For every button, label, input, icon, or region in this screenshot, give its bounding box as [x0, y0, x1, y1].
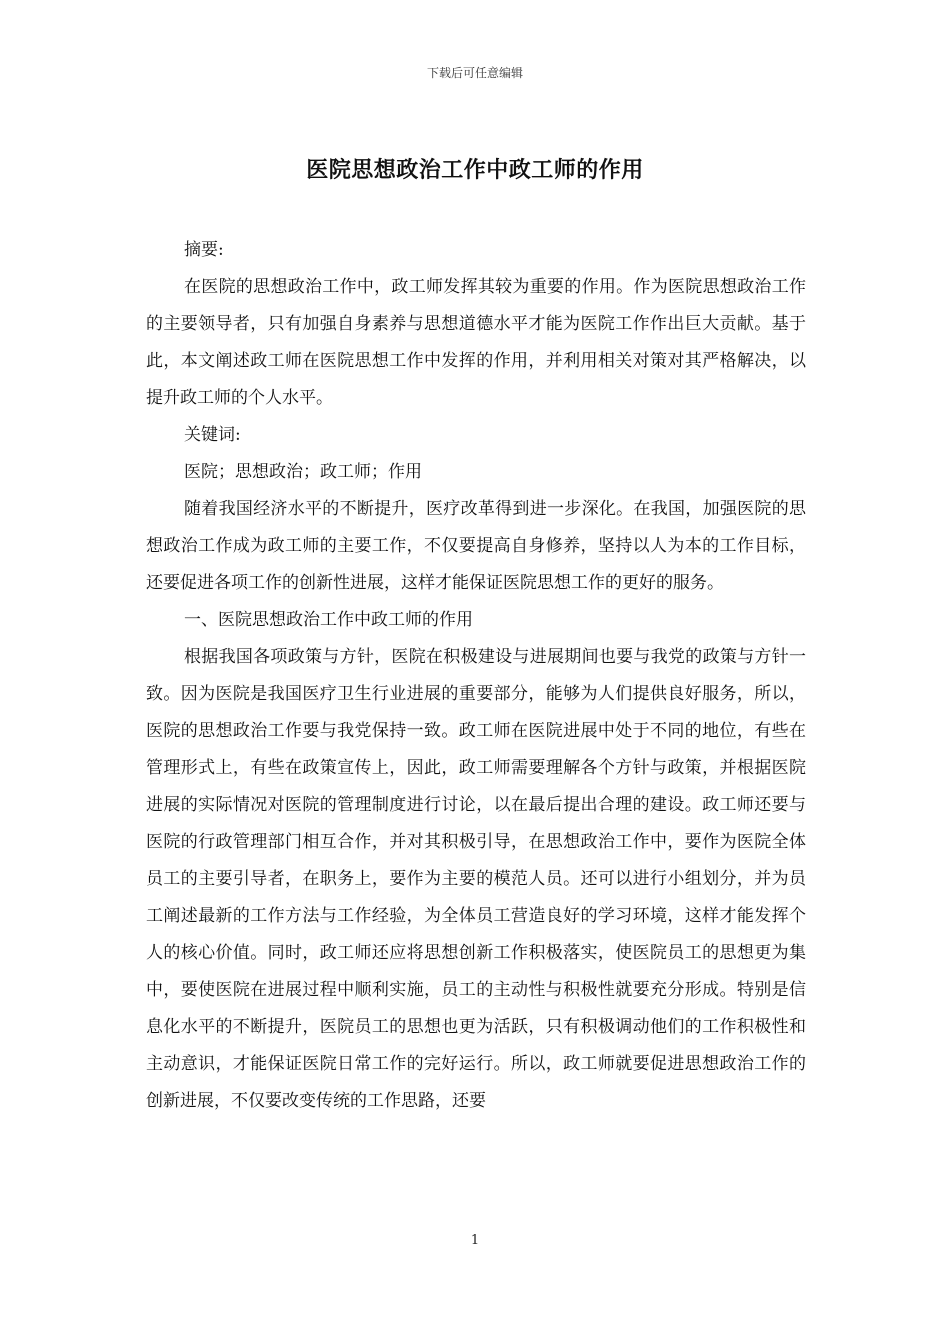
abstract-label: 摘要:	[184, 240, 224, 260]
document-title: 医院思想政治工作中政工师的作用	[306, 157, 644, 183]
header-note: 下载后可任意编辑	[426, 66, 523, 80]
body-paragraph: 根据我国各项政策与方针，医院在积极建设与进展期间也要与我党的政策与方针一致。因为医院是我国医疗卫生行业进展的重要部分，能够为人们提供良好服务，所以，医院的思想政治工作要与我党保持一致。政工师在医院进展中处于不同的地位，有些在管理形式上，有些在政策宣传上，因此，政工师需要理解各个方针与政策，并根据医院进展的实际情况对医院的管理制度进行讨论，以在最后提出合理的建设。政工师还要与医院的行政管理部门相互合作，并对其积极引导，在思想政治工作中，要作为医院全体员工的主要引导者，在职务上，要作为主要的模范人员。还可以进行小组划分，并为员工阐述最新的工作方法与工作经验，为全体员工营造良好的学习环境，这样才能发挥个人的核心价值。同时，政工师还应将思想创新工作积极落实，使医院员工的思想更为集中，要使医院在进展过程中顺利实施，员工的主动性与积极性就要充分形成。特别是信息化水平的不断提升，医院员工的思想也更为活跃，只有积极调动他们的工作积极性和主动意识，才能保证医院日常工作的完好运行。所以，政工师就要促进思想政治工作的创新进展，不仅要改变传统的工作思路，还要	[146, 647, 806, 1111]
intro-paragraph: 随着我国经济水平的不断提升，医疗改革得到进一步深化。在我国，加强医院的思想政治工作成为政工师的主要工作，不仅要提高自身修养，坚持以人为本的工作目标，还要促进各项工作的创新性进展，这样才能保证医院思想工作的更好的服务。	[146, 499, 806, 593]
page-number: 1	[470, 1233, 480, 1248]
section-heading: 一、医院思想政治工作中政工师的作用	[184, 610, 473, 630]
keywords-text: 医院；思想政治；政工师；作用	[184, 462, 422, 482]
keywords-label: 关键词:	[184, 425, 241, 445]
abstract-text: 在医院的思想政治工作中，政工师发挥其较为重要的作用。作为医院思想政治工作的主要领导者，只有加强自身素养与思想道德水平才能为医院工作作出巨大贡献。基于此，本文阐述政工师在医院思想工作中发挥的作用，并利用相关对策对其严格解决，以提升政工师的个人水平。	[146, 277, 806, 408]
document-body	[146, 232, 806, 1120]
